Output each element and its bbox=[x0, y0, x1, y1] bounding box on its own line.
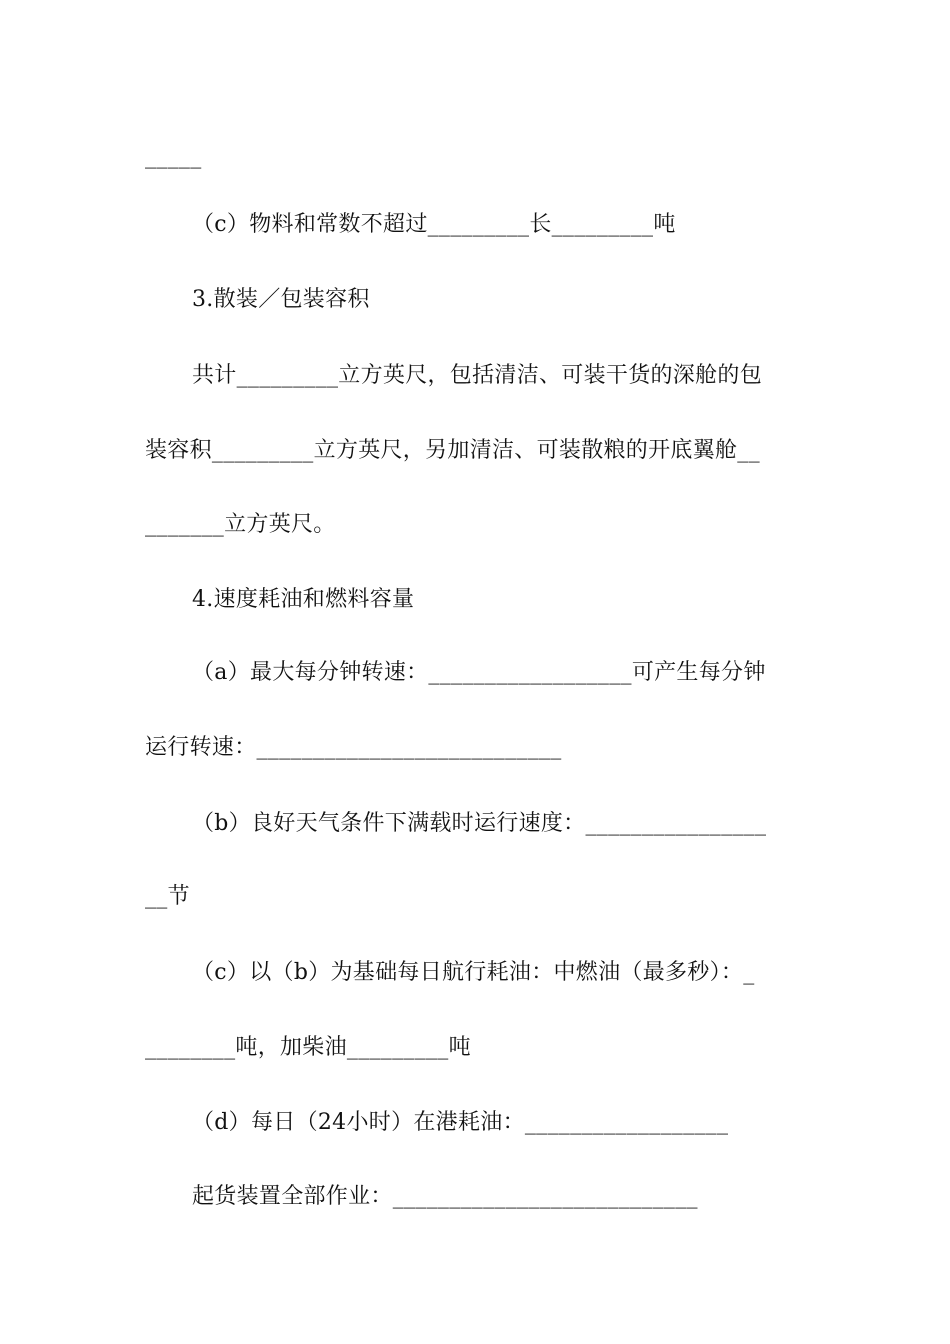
text-line-13: ________吨，加柴油_________吨 bbox=[145, 1035, 471, 1060]
text-line-2: （c）物料和常数不超过_________长_________吨 bbox=[192, 212, 676, 237]
text-line-1: _____ bbox=[145, 144, 202, 169]
text-line-9: 运行转速：___________________________ bbox=[145, 735, 562, 760]
text-line-11: __节 bbox=[145, 884, 190, 909]
text-line-8: （a）最大每分钟转速：__________________可产生每分钟 bbox=[192, 660, 766, 685]
text-line-4: 共计_________立方英尺，包括清洁、可装干货的深舱的包 bbox=[192, 363, 763, 388]
text-line-12: （c）以（b）为基础每日航行耗油：中燃油（最多秒）：_ bbox=[192, 960, 755, 985]
section-heading-3: 3.散装／包装容积 bbox=[192, 287, 370, 312]
text-line-6: _______立方英尺。 bbox=[145, 512, 336, 537]
text-line-10: （b）良好天气条件下满载时运行速度：________________ bbox=[192, 811, 767, 836]
section-heading-4: 4.速度耗油和燃料容量 bbox=[192, 587, 415, 612]
text-line-14: （d）每日（24小时）在港耗油：__________________ bbox=[192, 1110, 729, 1135]
text-line-5: 装容积_________立方英尺，另加清洁、可装散粮的开底翼舱__ bbox=[145, 438, 760, 463]
text-line-15: 起货装置全部作业：___________________________ bbox=[192, 1184, 698, 1209]
